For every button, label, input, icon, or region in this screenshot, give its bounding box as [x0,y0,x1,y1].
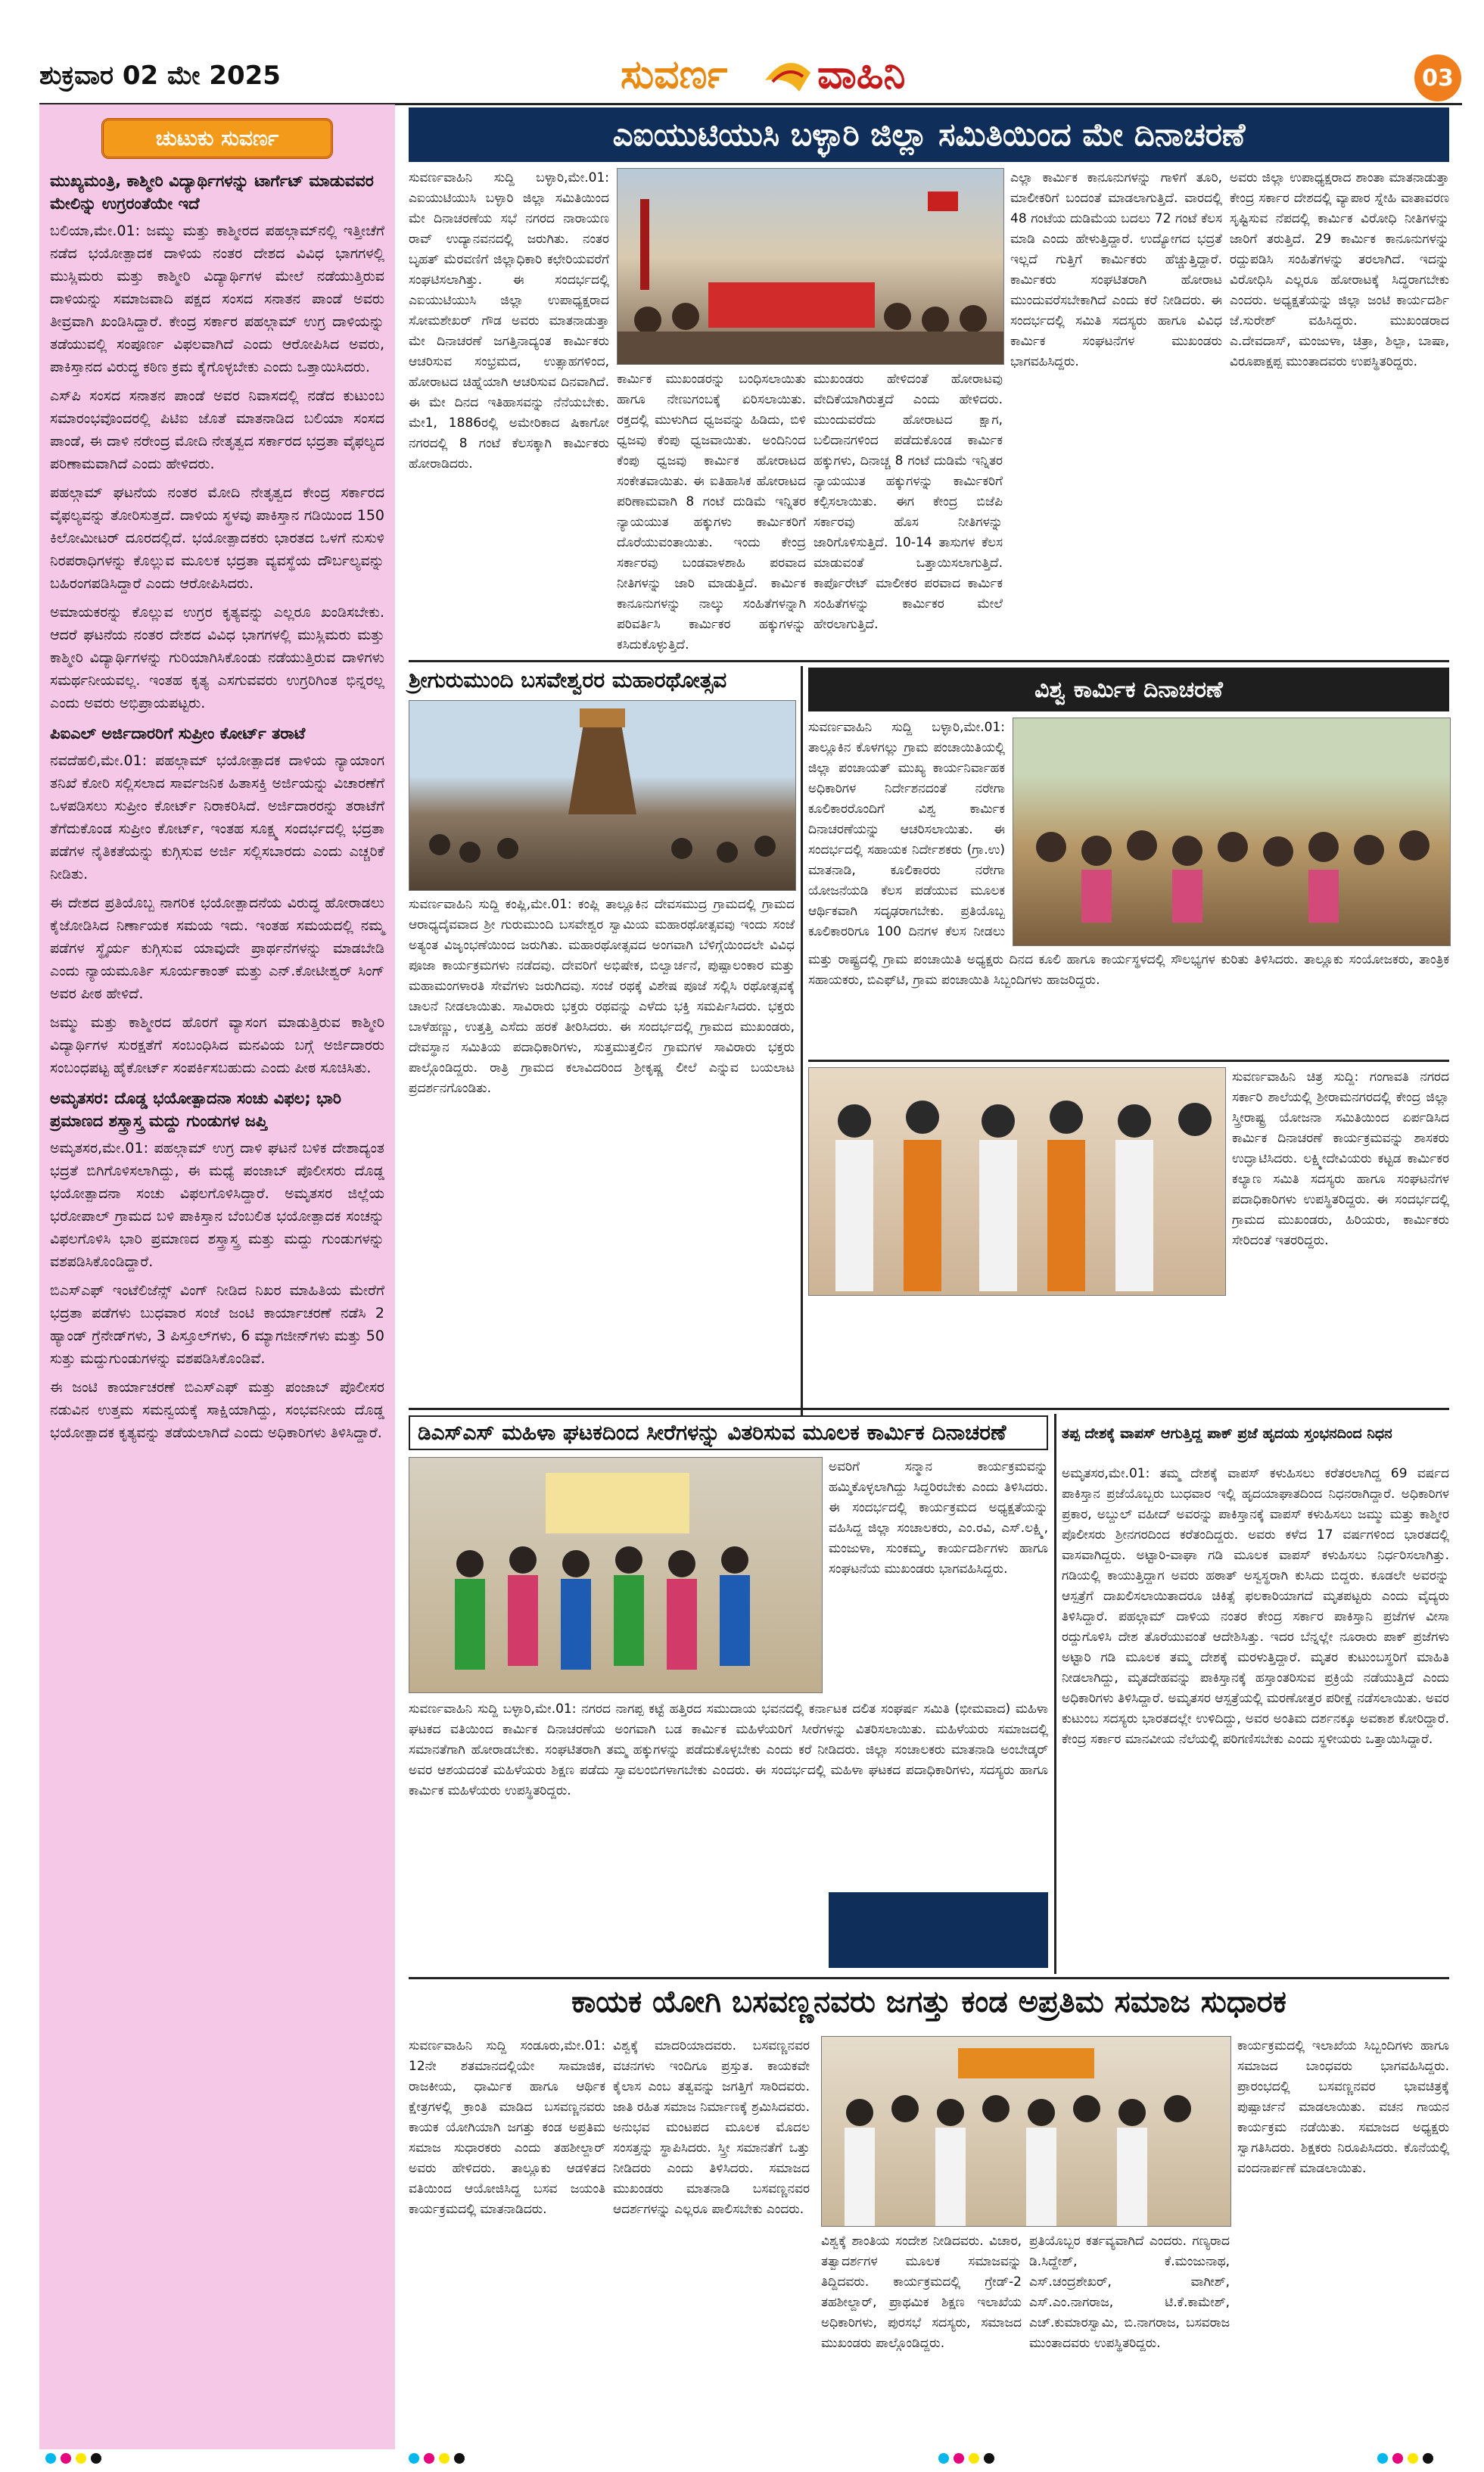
yellow-dot-icon [76,2453,86,2464]
left-news-item-3 [50,1087,384,1444]
yellow-dot-icon [969,2453,979,2464]
black-dot-icon [91,2453,101,2464]
cyan-dot-icon [45,2453,56,2464]
story4-text: ಸುವರ್ಣವಾಹಿನಿ ಚಿತ್ರ ಸುದ್ದಿ: ಗಂಗಾವತಿ ನಗರದ ಸರ್ಕಾರಿ ಶಾಲೆಯಲ್ಲಿ ಶ್ರೀರಾಮನಗರದಲ್ಲಿ ಕೇಂದ್ರ ಜಿಲ್ಲಾ ಸ್ತ್ರೀರಾಷ್ಟ್ರ ಯೋಜನಾ ಸಮಿತಿಯಿಂದ ಏರ್ಪಡಿಸಿದ ಕಾರ್ಮಿಕ ದಿನಾಚರಣೆ ಕಾರ್ಯಕ್ರಮವನ್ನು ಶಾಸಕರು ಉದ್ಘಾಟಿಸಿದರು. ಲಕ್ಷ್ಮೀದೇವಿಯರು ಕಟ್ಟಡ ಕಾರ್ಮಿಕರ ಕಲ್ಯಾಣ ಸಮಿತಿ ಸದಸ್ಯರು ಹಾಗೂ ಸಂಘಟನೆಗಳ ಪದಾಧಿಕಾರಿಗಳು ಉಪಸ್ಥಿತರಿದ್ದರು. ಈ ಸಂದರ್ಭದಲ್ಲಿ ಗ್ರಾಮದ ಮುಖಂಡರು, ಹಿರಿಯರು, ಕಾರ್ಮಿಕರು ಸೇರಿದಂತೆ ಇತರರಿದ್ದರು. [1232,1069,1449,1248]
left-item-heading: ಪಿಐಎಲ್ ಅರ್ಜಿದಾರರಿಗೆ ಸುಪ್ರೀಂ ಕೋರ್ಟ್ ತರಾಟೆ [50,724,306,743]
magenta-dot-icon [954,2453,964,2464]
story1-column-1: ಸುವರ್ಣವಾಹಿನಿ ಸುದ್ದಿ ಬಳ್ಳಾರಿ,ಮೇ.01: ಎಐಯುಟಿಯುಸಿ ಬಳ್ಳಾರಿ ಜಿಲ್ಲಾ ಸಮಿತಿಯಿಂದ ಮೇ ದಿನಾಚರಣೆಯ ಸಭೆ ನಗರದ ನಾರಾಯಣ ರಾವ್ ಉದ್ಯಾನವನದಲ್ಲಿ ಜರುಗಿತು. ನಂತರ ಬೃಹತ್ ಮೆರವಣಿಗೆ ಜಿಲ್ಲಾಧಿಕಾರಿ ಕಛೇರಿಯವರೆಗೆ ಸಂಘಟಿಸಲಾಗಿತ್ತು. ಈ ಸಂದರ್ಭದಲ್ಲಿ ಎಐಯುಟಿಯುಸಿ ಜಿಲ್ಲಾ ಉಪಾಧ್ಯಕ್ಷರಾದ ಸೋಮಶೇಖರ್ ಗೌಡ ಅವರು ಮಾತನಾಡುತ್ತಾ ಮೇ ದಿನಾಚರಣೆ ಜಗತ್ತಿನಾದ್ಯಂತ ಕಾರ್ಮಿಕರು ಆಚರಿಸುವ ಸಂಭ್ರಮದ, ಉತ್ಸಾಹಗಳಿಂದ, ಹೋರಾಟದ ಚಿಹ್ನೆಯಾಗಿ ಆಚರಿಸುವ ದಿನವಾಗಿದೆ. ಈ ಮೇ ದಿನದ ಇತಿಹಾಸವನ್ನು ನೆನೆಯಬೇಕು. ಮೇ1, 1886ರಲ್ಲಿ ಅಮೇರಿಕಾದ ಷಿಕಾಗೋ ನಗರದಲ್ಲಿ 8 ಗಂಟೆ ಕೆಲಸಕ್ಕಾಗಿ ಕಾರ್ಮಿಕರು ಹೋರಾಡಿದರು. [409,170,609,472]
registration-marks [938,2451,994,2466]
divider [808,1060,1449,1062]
story7-column-5: ಕಾರ್ಯಕ್ರಮದಲ್ಲಿ ಇಲಾಖೆಯ ಸಿಬ್ಬಂದಿಗಳು ಹಾಗೂ ಸಮಾಜದ ಬಾಂಧವರು ಭಾಗವಹಿಸಿದ್ದರು. ಪ್ರಾರಂಭದಲ್ಲಿ ಬಸವಣ್ಣನವರ ಭಾವಚಿತ್ರಕ್ಕೆ ಪುಷ್ಪಾರ್ಚನೆ ಮಾಡಲಾಯಿತು. ವಚನ ಗಾಯನ ಕಾರ್ಯಕ್ರಮ ನಡೆಯಿತು. ಸಮಾಜದ ಅಧ್ಯಕ್ಷರು ಸ್ವಾಗತಿಸಿದರು. ಶಿಕ್ಷಕರು ನಿರೂಪಿಸಿದರು. ಕೊನೆಯಲ್ಲಿ ವಂದನಾರ್ಪಣೆ ಮಾಡಲಾಯಿತು. [1237,2038,1449,2176]
story2-title: ಶ್ರೀಗುರುಮುಂದಿ ಬಸವೇಶ್ವರರ ಮಹಾರಥೋತ್ಸವ [409,668,727,693]
story1-column-4: ಎಲ್ಲಾ ಕಾರ್ಮಿಕ ಕಾನೂನುಗಳನ್ನು ಗಾಳಿಗೆ ತೂರಿ, ಮಾಲೀಕರಿಗೆ ಬಂದಂತೆ ಮಾಡಲಾಗುತ್ತಿದೆ. ವಾರದಲ್ಲಿ 48 ಗಂಟೆಯ ದುಡಿಮೆಯ ಬದಲು 72 ಗಂಟೆ ಕೆಲಸ ಮಾಡಿ ಎಂದು ಹೇಳುತ್ತಿದ್ದಾರೆ. ಉದ್ಯೋಗದ ಭದ್ರತೆ ಇಲ್ಲದೆ ಗುತ್ತಿಗೆ ಕಾರ್ಮಿಕರು ಹೆಚ್ಚುತ್ತಿದ್ದಾರೆ. ಕಾರ್ಮಿಕರು ಸಂಘಟಿತರಾಗಿ ಹೋರಾಟ ಮುಂದುವರೆಸಬೇಕಾಗಿದೆ ಎಂದು ಕರೆ ನೀಡಿದರು. ಈ ಸಂದರ್ಭದಲ್ಲಿ ಸಮಿತಿ ಸದಸ್ಯರು ಹಾಗೂ ವಿವಿಧ ಕಾರ್ಮಿಕ ಸಂಘಟನೆಗಳ ಮುಖಂಡರು ಭಾಗವಹಿಸಿದ್ದರು. [1010,170,1222,369]
left-item-heading: ಮುಖ್ಯಮಂತ್ರಿ, ಕಾಶ್ಮೀರಿ ವಿದ್ಯಾರ್ಥಿಗಳನ್ನು ಟಾರ್ಗೆಟ್ ಮಾಡುವವರ ಮೇಲಿನ್ನು ಉಗ್ರರಂತೆಯೇ ಇದೆ [50,172,374,213]
story2-text: ಸುವರ್ಣವಾಹಿನಿ ಸುದ್ದಿ ಕಂಪ್ಲಿ,ಮೇ.01: ಕಂಪ್ಲಿ ತಾಲ್ಲೂಕಿನ ದೇವಸಮುದ್ರ ಗ್ರಾಮದಲ್ಲಿ ಗ್ರಾಮದ ಆರಾಧ್ಯದೈವವಾದ ಶ್ರೀ ಗುರುಮುಂದಿ ಬಸವೇಶ್ವರ ಸ್ವಾಮಿಯ ಮಹಾರಥೋತ್ಸವವು ಇಂದು ಸಂಜೆ ಅತ್ಯಂತ ವಿಜೃಂಭಣೆಯಿಂದ ಜರುಗಿತು. ಮಹಾರಥೋತ್ಸವದ ಅಂಗವಾಗಿ ಬೆಳಿಗ್ಗೆಯಿಂದಲೇ ವಿವಿಧ ಪೂಜಾ ಕಾರ್ಯಕ್ರಮಗಳು ನಡೆದವು. ದೇವರಿಗೆ ಅಭಿಷೇಕ, ಬಿಲ್ವಾರ್ಚನೆ, ಪುಷ್ಪಾಲಂಕಾರ ಮತ್ತು ಮಹಾಮಂಗಳಾರತಿ ಸೇವೆಗಳು ಜರುಗಿದವು. ಸಂಜೆ ರಥಕ್ಕೆ ವಿಶೇಷ ಪೂಜೆ ಸಲ್ಲಿಸಿ ರಥೋತ್ಸವಕ್ಕೆ ಚಾಲನೆ ನೀಡಲಾಯಿತು. ಸಾವಿರಾರು ಭಕ್ತರು ರಥವನ್ನು ಎಳೆದು ಭಕ್ತಿ ಸಮರ್ಪಿಸಿದರು. ಭಕ್ತರು ಬಾಳೆಹಣ್ಣು, ಉತ್ತತ್ತಿ ಎಸೆದು ಹರಕೆ ತೀರಿಸಿದರು. ಈ ಸಂದರ್ಭದಲ್ಲಿ ಗ್ರಾಮದ ಮುಖಂಡರು, ದೇವಸ್ಥಾನ ಸಮಿತಿಯ ಪದಾಧಿಕಾರಿಗಳು, ಸುತ್ತಮುತ್ತಲಿನ ಗ್ರಾಮಗಳ ಸಾವಿರಾರು ಭಕ್ತರು ಪಾಲ್ಗೊಂಡಿದ್ದರು. ರಾತ್ರಿ ಗ್ರಾಮದ ಕಲಾವಿದರಿಂದ ಶ್ರೀಕೃಷ್ಣ ಲೀಲೆ ಎನ್ನುವ ಬಯಲಾಟ ಪ್ರದರ್ಶನಗೊಂಡಿತು. [409,897,795,1096]
story6-text: ಅಮೃತಸರ,ಮೇ.01: ತಮ್ಮ ದೇಶಕ್ಕೆ ವಾಪಸ್ ಕಳುಹಿಸಲು ಕರೆತರಲಾಗಿದ್ದ 69 ವರ್ಷದ ಪಾಕಿಸ್ತಾನ ಪ್ರಜೆಯೊಬ್ಬರು ಬುಧವಾರ ಇಲ್ಲಿ ಹೃದಯಾಘಾತದಿಂದ ನಿಧನರಾಗಿದ್ದಾರೆ. ಅಧಿಕಾರಿಗಳ ಪ್ರಕಾರ, ಅಬ್ದುಲ್ ವಹೀದ್ ಅವರನ್ನು ಪಾಕಿಸ್ತಾನಕ್ಕೆ ವಾಪಸ್ ಕಳುಹಿಸಲು ಜಮ್ಮು ಮತ್ತು ಕಾಶ್ಮೀರ ಪೊಲೀಸರು ಶ್ರೀನಗರದಿಂದ ಕರೆತಂದಿದ್ದರು. ಅವರು ಕಳೆದ 17 ವರ್ಷಗಳಿಂದ ಭಾರತದಲ್ಲಿ ವಾಸವಾಗಿದ್ದರು. ಅಟ್ಟಾರಿ-ವಾಘಾ ಗಡಿ ಮೂಲಕ ವಾಪಸ್ ಕಳುಹಿಸಲು ನಿರ್ಧರಿಸಲಾಗಿತ್ತು. ಗಡಿಯಲ್ಲಿ ಕಾಯುತ್ತಿದ್ದಾಗ ಅವರು ಹಠಾತ್ ಅಸ್ವಸ್ಥರಾಗಿ ಕುಸಿದು ಬಿದ್ದರು. ಕೂಡಲೇ ಅವರನ್ನು ಆಸ್ಪತ್ರೆಗೆ ದಾಖಲಿಸಲಾಯಿತಾದರೂ ಚಿಕಿತ್ಸೆ ಫಲಕಾರಿಯಾಗದೆ ಮೃತಪಟ್ಟರು ಎಂದು ವೈದ್ಯರು ತಿಳಿಸಿದ್ದಾರೆ. ಪಹಲ್ಗಾಮ್ ದಾಳಿಯ ನಂತರ ಕೇಂದ್ರ ಸರ್ಕಾರ ಪಾಕಿಸ್ತಾನಿ ಪ್ರಜೆಗಳ ವೀಸಾ ರದ್ದುಗೊಳಿಸಿ ದೇಶ ತೊರೆಯುವಂತೆ ಆದೇಶಿಸಿತ್ತು. ಇದರ ಬೆನ್ನಲ್ಲೇ ನೂರಾರು ಪಾಕ್ ಪ್ರಜೆಗಳು ಅಟ್ಟಾರಿ ಗಡಿ ಮೂಲಕ ತಮ್ಮ ದೇಶಕ್ಕೆ ಮರಳುತ್ತಿದ್ದಾರೆ. ಮೃತರ ಕುಟುಂಬಸ್ಥರಿಗೆ ಮಾಹಿತಿ ನೀಡಲಾಗಿದ್ದು, ಮೃತದೇಹವನ್ನು ಪಾಕಿಸ್ತಾನಕ್ಕೆ ಹಸ್ತಾಂತರಿಸುವ ಪ್ರಕ್ರಿಯೆ ನಡೆಯುತ್ತಿದೆ ಎಂದು ಅಧಿಕಾರಿಗಳು ತಿಳಿಸಿದ್ದಾರೆ. ಅಮೃತಸರ ಆಸ್ಪತ್ರೆಯಲ್ಲಿ ಮರಣೋತ್ತರ ಪರೀಕ್ಷೆ ನಡೆಸಲಾಯಿತು. ಅವರ ಕುಟುಂಬ ಸದಸ್ಯರು ಭಾರತದಲ್ಲೇ ಉಳಿದಿದ್ದು, ಅವರ ಅಂತಿಮ ದರ್ಶನಕ್ಕೂ ಅವಕಾಶ ಕೋರಿದ್ದಾರೆ. ಕೇಂದ್ರ ಸರ್ಕಾರ ಮಾನವೀಯ ನೆಲೆಯಲ್ಲಿ ಪರಿಗಣಿಸಬೇಕು ಎಂದು ಸ್ಥಳೀಯರು ಒತ್ತಾಯಿಸಿದ್ದಾರೆ. [1062,1466,1449,1747]
story3-text-2: ಮತ್ತು ರಾಷ್ಟ್ರದಲ್ಲಿ ಗ್ರಾಮ ಪಂಚಾಯಿತಿ ಅಧ್ಯಕ್ಷರು ದಿನದ ಕೂಲಿ ಹಾಗೂ ಕಾರ್ಯಸ್ಥಳದಲ್ಲಿ ಸೌಲಭ್ಯಗಳ ಕುರಿತು ತಿಳಿಸಿದರು. ತಾಲ್ಲೂಕು ಸಂಯೋಜಕರು, ತಾಂತ್ರಿಕ ಸಹಾಯಕರು, ಬಿಎಫ್‌ಟಿ, ಗ್ರಾಮ ಪಂಚಾಯಿತಿ ಸಿಬ್ಬಂದಿಗಳು ಹಾಜರಿದ್ದರು. [808,952,1449,988]
left-news-item-1 [50,170,384,715]
left-item-paragraph: ಬಲಿಯಾ,ಮೇ.01: ಜಮ್ಮು ಮತ್ತು ಕಾಶ್ಮೀರದ ಪಹಲ್ಗಾಮ್‌ನಲ್ಲಿ ಇತ್ತೀಚೆಗೆ ನಡೆದ ಭಯೋತ್ಪಾದಕ ದಾಳಿಯ ನಂತರ ದೇಶದ ವಿವಿಧ ಭಾಗಗಳಲ್ಲಿ ಮುಸ್ಲಿಮರು ಮತ್ತು ಕಾಶ್ಮೀರಿ ವಿದ್ಯಾರ್ಥಿಗಳ ಮೇಲೆ ನಡೆಯುತ್ತಿರುವ ದಾಳಿಯನ್ನು ಸಮಾಜವಾದಿ ಪಕ್ಷದ ಸಂಸದ ಸನಾತನ ಪಾಂಡೆ ಅವರು ತೀವ್ರವಾಗಿ ಖಂಡಿಸಿದ್ದಾರೆ. ಕೇಂದ್ರ ಸರ್ಕಾರ ಪಹಲ್ಗಾಮ್ ಉಗ್ರ ದಾಳಿಯನ್ನು ತಡೆಯುವಲ್ಲಿ ಸಂಪೂರ್ಣ ವಿಫಲವಾಗಿದೆ ಎಂದು ಆರೋಪಿಸಿದ ಅವರು, ಪಾಕಿಸ್ತಾನದ ವಿರುದ್ಧ ಕಠಿಣ ಕ್ರಮ ಕೈಗೊಳ್ಳಬೇಕು ಎಂದು ಒತ್ತಾಯಿಸಿದರು. [50,223,384,375]
left-item-paragraph: ಅಮಾಯಕರನ್ನು ಕೊಲ್ಲುವ ಉಗ್ರರ ಕೃತ್ಯವನ್ನು ಎಲ್ಲರೂ ಖಂಡಿಸಬೇಕು. ಆದರೆ ಘಟನೆಯ ನಂತರ ದೇಶದ ವಿವಿಧ ಭಾಗಗಳಲ್ಲಿ ಮುಸ್ಲಿಮರು ಮತ್ತು ಕಾಶ್ಮೀರಿ ವಿದ್ಯಾರ್ಥಿಗಳನ್ನು ಗುರಿಯಾಗಿಸಿಕೊಂಡು ನಡೆಯುತ್ತಿರುವ ದಾಳಿಗಳು ಸಮರ್ಥನೀಯವಲ್ಲ. ಇಂತಹ ಕೃತ್ಯ ಎಸಗುವವರು ಉಗ್ರರಿಗಿಂತ ಭಿನ್ನರಲ್ಲ ಎಂದು ಅವರು ಅಭಿಪ್ರಾಯಪಟ್ಟರು. [50,604,384,711]
chariot-photo-icon [409,701,795,890]
magenta-dot-icon [1392,2453,1403,2464]
story1-column-2: ಕಾರ್ಮಿಕ ಮುಖಂಡರನ್ನು ಬಂಧಿಸಲಾಯಿತು ಹಾಗೂ ನೇಣುಗಂಬಕ್ಕೆ ಏರಿಸಲಾಯಿತು. ರಕ್ತದಲ್ಲಿ ಮುಳುಗಿದ ಧ್ವಜವನ್ನು ಹಿಡಿದು, ಬಿಳಿ ಧ್ವಜವು ಕೆಂಪು ಧ್ವಜವಾಯಿತು. ಅಂದಿನಿಂದ ಕೆಂಪು ಧ್ವಜವು ಕಾರ್ಮಿಕ ಹೋರಾಟದ ಸಂಕೇತವಾಯಿತು. ಈ ಐತಿಹಾಸಿಕ ಹೋರಾಟದ ಪರಿಣಾಮವಾಗಿ 8 ಗಂಟೆ ದುಡಿಮೆ ಇನ್ನಿತರ ನ್ಯಾಯಯುತ ಹಕ್ಕುಗಳು ಕಾರ್ಮಿಕರಿಗೆ ದೊರೆಯುವಂತಾಯಿತು. ಇಂದು ಕೇಂದ್ರ ಸರ್ಕಾರವು ಬಂಡವಾಳಶಾಹಿ ಪರವಾದ ನೀತಿಗಳನ್ನು ಜಾರಿ ಮಾಡುತ್ತಿದೆ. ಕಾರ್ಮಿಕ ಕಾನೂನುಗಳನ್ನು ನಾಲ್ಕು ಸಂಹಿತೆಗಳನ್ನಾಗಿ ಪರಿವರ್ತಿಸಿ ಕಾರ್ಮಿಕರ ಹಕ್ಕುಗಳನ್ನು ಕಸಿದುಕೊಳ್ಳುತ್ತಿದೆ. [617,372,806,652]
left-item-paragraph: ಈ ದೇಶದ ಪ್ರತಿಯೊಬ್ಬ ನಾಗರಿಕ ಭಯೋತ್ಪಾದನೆಯ ವಿರುದ್ಧ ಹೋರಾಡಲು ಕೈಜೋಡಿಸಿದ ನಿರ್ಣಾಯಕ ಸಮಯ ಇದು. ಇಂತಹ ಸಮಯದಲ್ಲಿ ನಮ್ಮ ಪಡೆಗಳ ಸ್ಥೈರ್ಯ ಕುಗ್ಗಿಸುವ ಯಾವುದೇ ಪ್ರಾರ್ಥನೆಗಳನ್ನು ಮಾಡಬೇಡಿ ಎಂದು ನ್ಯಾಯಮೂರ್ತಿ ಸೂರ್ಯಕಾಂತ್ ಮತ್ತು ಎನ್.ಕೋಟೀಶ್ವರ್ ಸಿಂಗ್ ಅವರ ಪೀಠ ಹೇಳಿದೆ. [50,895,384,1002]
magenta-dot-icon [424,2453,434,2464]
issue-date: ಶುಕ್ರವಾರ 02 ಮೇ 2025 [39,61,281,91]
left-item-paragraph: ನವದೆಹಲಿ,ಮೇ.01: ಪಹಲ್ಗಾಮ್ ಭಯೋತ್ಪಾದಕ ದಾಳಿಯ ನ್ಯಾಯಾಂಗ ತನಿಖೆ ಕೋರಿ ಸಲ್ಲಿಸಲಾದ ಸಾರ್ವಜನಿಕ ಹಿತಾಸಕ್ತಿ ಅರ್ಜಿಯನ್ನು ವಿಚಾರಣೆಗೆ ಒಳಪಡಿಸಲು ಸುಪ್ರೀಂ ಕೋರ್ಟ್ ನಿರಾಕರಿಸಿದೆ. ಅರ್ಜಿದಾರರನ್ನು ತರಾಟೆಗೆ ತೆಗೆದುಕೊಂಡ ಸುಪ್ರೀಂ ಕೋರ್ಟ್, ಇಂತಹ ಸೂಕ್ಷ್ಮ ಸಂದರ್ಭದಲ್ಲಿ ಭದ್ರತಾ ಪಡೆಗಳ ನೈತಿಕತೆಯನ್ನು ಕುಗ್ಗಿಸುವ ಅರ್ಜಿ ಸಲ್ಲಿಸಬಾರದು ಎಂದು ಎಚ್ಚರಿಕೆ ನೀಡಿತು. [50,752,384,883]
workers-photo-icon [1013,718,1450,945]
story7-column-1: ಸುವರ್ಣವಾಹಿನಿ ಸುದ್ದಿ ಸಂಡೂರು,ಮೇ.01: 12ನೇ ಶತಮಾನದಲ್ಲಿಯೇ ಸಾಮಾಜಿಕ, ರಾಜಕೀಯ, ಧಾರ್ಮಿಕ ಹಾಗೂ ಆರ್ಥಿಕ ಕ್ಷೇತ್ರಗಳಲ್ಲಿ ಕ್ರಾಂತಿ ಮಾಡಿದ ಬಸವಣ್ಣನವರು ಕಾಯಕ ಯೋಗಿಯಾಗಿ ಜಗತ್ತು ಕಂಡ ಅಪ್ರತಿಮ ಸಮಾಜ ಸುಧಾರಕರು ಎಂದು ತಹಶೀಲ್ದಾರ್ ಅವರು ಹೇಳಿದರು. ತಾಲ್ಲೂಕು ಆಡಳಿತದ ವತಿಯಿಂದ ಆಯೋಜಿಸಿದ್ದ ಬಸವ ಜಯಂತಿ ಕಾರ್ಯಕ್ರಮದಲ್ಲಿ ಮಾತನಾಡಿದರು. [409,2038,605,2217]
story1-headline: ಎಐಯುಟಿಯುಸಿ ಬಳ್ಳಾರಿ ಜಿಲ್ಲಾ ಸಮಿತಿಯಿಂದ ಮೇ ದಿನಾಚರಣೆ [409,107,1449,162]
ad-block [829,1892,1048,1968]
story7-column-2: ವಿಶ್ವಕ್ಕೆ ಮಾದರಿಯಾದವರು. ಬಸವಣ್ಣನವರ ವಚನಗಳು ಇಂದಿಗೂ ಪ್ರಸ್ತುತ. ಕಾಯಕವೇ ಕೈಲಾಸ ಎಂಬ ತತ್ವವನ್ನು ಜಗತ್ತಿಗೆ ಸಾರಿದವರು. ಜಾತಿ ರಹಿತ ಸಮಾಜ ನಿರ್ಮಾಣಕ್ಕೆ ಶ್ರಮಿಸಿದವರು. ಅನುಭವ ಮಂಟಪದ ಮೂಲಕ ಮೊದಲ ಸಂಸತ್ತನ್ನು ಸ್ಥಾಪಿಸಿದರು. ಸ್ತ್ರೀ ಸಮಾನತೆಗೆ ಒತ್ತು ನೀಡಿದರು ಎಂದು ತಿಳಿಸಿದರು. ಸಮಾಜದ ಮುಖಂಡರು ಮಾತನಾಡಿ ಬಸವಣ್ಣನವರ ಆದರ್ಶಗಳನ್ನು ಎಲ್ಲರೂ ಪಾಲಿಸಬೇಕು ಎಂದರು. [613,2038,810,2217]
black-dot-icon [984,2453,994,2464]
story7-column-3: ವಿಶ್ವಕ್ಕೆ ಶಾಂತಿಯ ಸಂದೇಶ ನೀಡಿದವರು. ವಿಚಾರ, ತತ್ವಾದರ್ಶಗಳ ಮೂಲಕ ಸಮಾಜವನ್ನು ತಿದ್ದಿದವರು. ಕಾರ್ಯಕ್ರಮದಲ್ಲಿ ಗ್ರೇಡ್-2 ತಹಶೀಲ್ದಾರ್, ಪ್ರಾಥಮಿಕ ಶಿಕ್ಷಣ ಇಲಾಖೆಯ ಅಧಿಕಾರಿಗಳು, ಪುರಸಭೆ ಸದಸ್ಯರು, ಸಮಾಜದ ಮುಖಂಡರು ಪಾಲ್ಗೊಂಡಿದ್ದರು. [821,2234,1022,2351]
left-item-paragraph: ಪಹಲ್ಗಾಮ್ ಘಟನೆಯ ನಂತರ ಮೋದಿ ನೇತೃತ್ವದ ಕೇಂದ್ರ ಸರ್ಕಾರದ ವೈಫಲ್ಯವನ್ನು ತೋರಿಸುತ್ತದೆ. ದಾಳಿಯ ಸ್ಥಳವು ಪಾಕಿಸ್ತಾನ ಗಡಿಯಿಂದ 150 ಕಿಲೋಮೀಟರ್ ದೂರದಲ್ಲಿದೆ. ಭಯೋತ್ಪಾದಕರು ಭಾರತದ ಒಳಗೆ ನುಸುಳಿ ನಿರಪರಾಧಿಗಳನ್ನು ಕೊಲ್ಲುವ ಮೂಲಕ ಭದ್ರತಾ ವ್ಯವಸ್ಥೆಯ ದೌರ್ಬಲ್ಯವನ್ನು ಬಹಿರಂಗಪಡಿಸಿದ್ದಾರೆ ಎಂದು ಆರೋಪಿಸಿದರು. [50,484,384,592]
ceremony-photo-icon [809,1068,1225,1295]
column-divider [801,666,803,1423]
masthead-right: ವಾಹಿನಿ [817,51,906,98]
column-divider [1054,1414,1056,1974]
masthead [590,47,1014,101]
story2-photo-chariot [409,700,796,891]
masthead-left: ಸುವರ್ಣ [621,51,728,98]
cyan-dot-icon [938,2453,949,2464]
left-item-paragraph: ಎಸ್‌ಪಿ ಸಂಸದ ಸನಾತನ ಪಾಂಡೆ ಅವರ ನಿವಾಸದಲ್ಲಿ ನಡೆದ ಕುಟುಂಬ ಸಮಾರಂಭವೊಂದರಲ್ಲಿ ಪಿಟಿಐ ಜೊತೆ ಮಾತನಾಡಿದ ಬಲಿಯಾ ಸಂಸದ ಪಾಂಡೆ, ಈ ದಾಳಿ ನರೇಂದ್ರ ಮೋದಿ ನೇತೃತ್ವದ ಸರ್ಕಾರದ ಭದ್ರತಾ ವೈಫಲ್ಯದ ಪರಿಣಾಮವಾಗಿದೆ ಎಂದು ಹೇಳಿದರು. [50,388,384,472]
divider [409,1408,1449,1410]
story3-text: ಸುವರ್ಣವಾಹಿನಿ ಸುದ್ದಿ ಬಳ್ಳಾರಿ,ಮೇ.01: ತಾಲ್ಲೂಕಿನ ಕೊಳಗಲ್ಲು ಗ್ರಾಮ ಪಂಚಾಯಿತಿಯಲ್ಲಿ ಜಿಲ್ಲಾ ಪಂಚಾಯತ್ ಮುಖ್ಯ ಕಾರ್ಯನಿರ್ವಾಹಕ ಅಧಿಕಾರಿಗಳ ನಿರ್ದೇಶನದಂತೆ ನರೇಗಾ ಕೂಲಿಕಾರರೊಂದಿಗೆ ವಿಶ್ವ ಕಾರ್ಮಿಕ ದಿನಾಚರಣೆಯನ್ನು ಆಚರಿಸಲಾಯಿತು. ಈ ಸಂದರ್ಭದಲ್ಲಿ ಸಹಾಯಕ ನಿರ್ದೇಶಕರು (ಗ್ರಾ.ಉ) ಮಾತನಾಡಿ, ಕೂಲಿಕಾರರು ನರೇಗಾ ಯೋಜನೆಯಡಿ ಕೆಲಸ ಪಡೆಯುವ ಮೂಲಕ ಆರ್ಥಿಕವಾಗಿ ಸದೃಢರಾಗಬೇಕು. ಪ್ರತಿಯೊಬ್ಬ ಕೂಲಿಕಾರರಿಗೂ 100 ದಿನಗಳ ಕೆಲಸ ನೀಡಲು [808,720,1005,939]
story5-text-2: ಅವರಿಗೆ ಸನ್ಮಾನ ಕಾರ್ಯಕ್ರಮವನ್ನು ಹಮ್ಮಿಕೊಳ್ಳಲಾಗಿದ್ದು ಸಿದ್ಧರಿರಬೇಕು ಎಂದು ತಿಳಿಸಿದರು. ಈ ಸಂದರ್ಭದಲ್ಲಿ ಕಾರ್ಯಕ್ರಮದ ಅಧ್ಯಕ್ಷತೆಯನ್ನು ವಹಿಸಿದ್ದ ಜಿಲ್ಲಾ ಸಂಚಾಲಕರು, ಎಂ.ರವಿ, ಎಸ್.ಲಕ್ಷ್ಮಿ, ಮಂಜುಳಾ, ಸುಂಕಮ್ಮ, ಕಾರ್ಯದರ್ಶಿಗಳು ಹಾಗೂ ಸಂಘಟನೆಯ ಮುಖಂಡರು ಭಾಗವಹಿಸಿದ್ದರು. [829,1459,1048,1577]
black-dot-icon [1423,2453,1433,2464]
black-dot-icon [454,2453,465,2464]
story5-text: ಸುವರ್ಣವಾಹಿನಿ ಸುದ್ದಿ ಬಳ್ಳಾರಿ,ಮೇ.01: ನಗರದ ನಾಗಪ್ಪ ಕಟ್ಟೆ ಹತ್ತಿರದ ಸಮುದಾಯ ಭವನದಲ್ಲಿ ಕರ್ನಾಟಕ ದಲಿತ ಸಂಘರ್ಷ ಸಮಿತಿ (ಭೀಮವಾದ) ಮಹಿಳಾ ಘಟಕದ ವತಿಯಿಂದ ಕಾರ್ಮಿಕ ದಿನಾಚರಣೆಯ ಅಂಗವಾಗಿ ಬಡ ಕಾರ್ಮಿಕ ಮಹಿಳೆಯರಿಗೆ ಸೀರೆಗಳನ್ನು ವಿತರಿಸಲಾಯಿತು. ಮಹಿಳೆಯರು ಸಮಾಜದಲ್ಲಿ ಸಮಾನತೆಗಾಗಿ ಹೋರಾಡಬೇಕು. ಸಂಘಟಿತರಾಗಿ ತಮ್ಮ ಹಕ್ಕುಗಳನ್ನು ಪಡೆದುಕೊಳ್ಳಬೇಕು ಎಂದು ಕರೆ ನೀಡಿದರು. ಜಿಲ್ಲಾ ಸಂಚಾಲಕರು ಮಾತನಾಡಿ ಅಂಬೇಡ್ಕರ್ ಅವರ ಆಶಯದಂತೆ ಮಹಿಳೆಯರು ಶಿಕ್ಷಣ ಪಡೆದು ಸ್ವಾವಲಂಬಿಗಳಾಗಬೇಕು ಎಂದರು. ಈ ಸಂದರ್ಭದಲ್ಲಿ ಮಹಿಳಾ ಘಟಕದ ಪದಾಧಿಕಾರಿಗಳು, ಸದಸ್ಯರು ಹಾಗೂ ಕಾರ್ಮಿಕ ಮಹಿಳೆಯರು ಉಪಸ್ಥಿತರಿದ್ದರು. [409,1701,1048,1798]
story4-photo-ceremony [808,1067,1226,1296]
masthead-logo-icon [761,50,814,95]
left-item-paragraph: ಜಮ್ಮು ಮತ್ತು ಕಾಶ್ಮೀರದ ಹೊರಗೆ ವ್ಯಾಸಂಗ ಮಾಡುತ್ತಿರುವ ಕಾಶ್ಮೀರಿ ವಿದ್ಯಾರ್ಥಿಗಳ ಸುರಕ್ಷತೆಗೆ ಸಂಬಂಧಿಸಿದ ಮನವಿಯ ಬಗ್ಗೆ ಅರ್ಜಿದಾರರು ಸಂಬಂಧಪಟ್ಟ ಹೈಕೋರ್ಟ್ ಸಂಪರ್ಕಿಸಬಹುದು ಎಂದು ಪೀಠ ಸೂಚಿಸಿತು. [50,1014,384,1076]
cyan-dot-icon [1377,2453,1388,2464]
story5-title: ಡಿಎಸ್‌ಎಸ್ ಮಹಿಳಾ ಘಟಕದಿಂದ ಸೀರೆಗಳನ್ನು ವಿತರಿಸುವ ಮೂಲಕ ಕಾರ್ಮಿಕ ದಿನಾಚರಣೆ [409,1415,1048,1450]
divider [409,1977,1449,1979]
yellow-dot-icon [439,2453,450,2464]
story1-photo-rally [617,168,1004,365]
registration-marks [45,2451,101,2466]
story7-title: ಕಾಯಕ ಯೋಗಿ ಬಸವಣ್ಣನವರು ಜಗತ್ತು ಕಂಡ ಅಪ್ರತಿಮ ಸಮಾಜ ಸುಧಾರಕ [571,1985,1286,2019]
story7-column-4: ಪ್ರತಿಯೊಬ್ಬರ ಕರ್ತವ್ಯವಾಗಿದೆ ಎಂದರು. ಗಣ್ಯರಾದ ಡಿ.ಸಿದ್ದೇಶ್, ಕೆ.ಮಂಜುನಾಥ, ಎಸ್.ಚಂದ್ರಶೇಖರ್, ವಾಗೀಶ್, ಎಸ್.ಎಂ.ನಾಗರಾಜ, ಟಿ.ಕೆ.ಕಾಮೇಶ್, ಎಚ್.ಕುಮಾರಸ್ವಾಮಿ, ಬಿ.ನಾಗರಾಜ, ಬಸವರಾಜ ಮುಂತಾದವರು ಉಪಸ್ಥಿತರಿದ್ದರು. [1029,2234,1230,2351]
page-number: 03 [1414,54,1461,101]
story3-photo-workers [1013,718,1451,946]
story7-photo-event [821,2036,1231,2227]
story5-photo-women [409,1457,823,1693]
story1-column-3: ಮುಖಂಡರು ಹೇಳಿದಂತೆ ಹೋರಾಟವು ವೇದಿಕೆಯಾಗಿರುತ್ತದೆ ಎಂದು ಹೇಳಿದರು. ಮುಂದುವರೆದು ಹೋರಾಟದ ಕ್ಷಾಗ, ಬಲಿದಾನಗಳಿಂದ ಪಡೆದುಕೊಂಡ ಕಾರ್ಮಿಕ ಹಕ್ಕುಗಳು, ದಿನಾಚ್ಚ 8 ಗಂಟೆ ದುಡಿಮೆ ಇನ್ನಿತರ ನ್ಯಾಯಯುತ ಹಕ್ಕುಗಳನ್ನು ಕಾರ್ಮಿಕರಿಗೆ ಕಲ್ಪಿಸಲಾಯಿತು. ಈಗ ಕೇಂದ್ರ ಬಿಜೆಪಿ ಸರ್ಕಾರವು ಹೊಸ ನೀತಿಗಳನ್ನು ಜಾರಿಗೊಳಿಸುತ್ತಿದೆ. 10-14 ತಾಸುಗಳ ಕೆಲಸ ಮಾಡುವಂತೆ ಒತ್ತಾಯಿಸಲಾಗುತ್ತಿದೆ. ಕಾರ್ಪೊರೇಟ್ ಮಾಲೀಕರ ಪರವಾದ ಕಾರ್ಮಿಕ ಸಂಹಿತೆಗಳನ್ನು ಕಾರ್ಮಿಕರ ಮೇಲೆ ಹೇರಲಾಗುತ್ತಿದೆ. [814,372,1003,632]
registration-marks [409,2451,465,2466]
left-item-paragraph: ಬಿಎಸ್‌ಎಫ್ ಇಂಟೆಲಿಜೆನ್ಸ್ ವಿಂಗ್ ನೀಡಿದ ನಿಖರ ಮಾಹಿತಿಯ ಮೇರೆಗೆ ಭದ್ರತಾ ಪಡೆಗಳು ಬುಧವಾರ ಸಂಜೆ ಜಂಟಿ ಕಾರ್ಯಾಚರಣೆ ನಡೆಸಿ 2 ಹ್ಯಾಂಡ್ ಗ್ರೆನೇಡ್‌ಗಳು, 3 ಪಿಸ್ತೂಲ್‌ಗಳು, 6 ಮ್ಯಾಗಜೀನ್‌ಗಳು ಮತ್ತು 50 ಸುತ್ತು ಮದ್ದುಗುಂಡುಗಳನ್ನು ವಶಪಡಿಸಿಕೊಂಡಿವೆ. [50,1282,384,1367]
magenta-dot-icon [61,2453,71,2464]
rally-photo-icon [618,169,1003,364]
left-item-paragraph: ಈ ಜಂಟಿ ಕಾರ್ಯಾಚರಣೆ ಬಿಎಸ್‌ಎಫ್ ಮತ್ತು ಪಂಜಾಬ್ ಪೊಲೀಸರ ನಡುವಿನ ಉತ್ತಮ ಸಮನ್ವಯಕ್ಕೆ ಸಾಕ್ಷಿಯಾಗಿದ್ದು, ಸಂಭವನೀಯ ದೊಡ್ಡ ಭಯೋತ್ಪಾದಕ ಕೃತ್ಯವನ್ನು ತಡೆಯಲಾಗಿದೆ ಎಂದು ಅಧಿಕಾರಿಗಳು ತಿಳಿಸಿದ್ದಾರೆ. [50,1379,384,1441]
left-item-paragraph: ಅಮೃತಸರ,ಮೇ.01: ಪಹಲ್ಗಾಮ್ ಉಗ್ರ ದಾಳಿ ಘಟನೆ ಬಳಿಕ ದೇಶಾದ್ಯಂತ ಭದ್ರತೆ ಬಿಗಿಗೊಳಿಸಲಾಗಿದ್ದು, ಈ ಮಧ್ಯೆ ಪಂಜಾಬ್ ಪೊಲೀಸರು ದೊಡ್ಡ ಭಯೋತ್ಪಾದನಾ ಸಂಚು ವಿಫಲಗೊಳಿಸಿದ್ದಾರೆ. ಅಮೃತಸರ ಜಿಲ್ಲೆಯ ಭರೋಪಾಲ್ ಗ್ರಾಮದ ಬಳಿ ಪಾಕಿಸ್ತಾನ ಬೆಂಬಲಿತ ಭಯೋತ್ಪಾದಕ ಸಂಚನ್ನು ವಿಫಲಗೊಳಿಸಿ ಭಾರಿ ಪ್ರಮಾಣದ ಶಸ್ತ್ರಾಸ್ತ್ರ ಮತ್ತು ಮದ್ದು ಗುಂಡುಗಳನ್ನು ವಶಪಡಿಸಿಕೊಂಡಿದ್ದಾರೆ. [50,1140,384,1270]
story6-title: ತಪ್ಪ ದೇಶಕ್ಕೆ ವಾಪಸ್ ಆಗುತ್ತಿದ್ದ ಪಾಕ್ ಪ್ರಜೆ ಹೃದಯ ಸ್ತಂಭನದಿಂದ ನಿಧನ [1062,1425,1392,1442]
left-news-column [39,104,395,2449]
women-photo-icon [409,1458,822,1692]
story1-column-5: ಅವರು ಜಿಲ್ಲಾ ಉಪಾಧ್ಯಕ್ಷರಾದ ಶಾಂತಾ ಮಾತನಾಡುತ್ತಾ ಕೇಂದ್ರ ಸರ್ಕಾರ ದೇಶದಲ್ಲಿ ವ್ಯಾಪಾರ ಸ್ನೇಹಿ ವಾತಾವರಣ ಸೃಷ್ಟಿಸುವ ನೆಪದಲ್ಲಿ ಕಾರ್ಮಿಕ ವಿರೋಧಿ ನೀತಿಗಳನ್ನು ಜಾರಿಗೆ ತರುತ್ತಿದೆ. 29 ಕಾರ್ಮಿಕ ಕಾನೂನುಗಳನ್ನು ರದ್ದುಪಡಿಸಿ ಸಂಹಿತೆಗಳನ್ನು ತರಲಾಗಿದೆ. ಇದನ್ನು ವಿರೋಧಿಸಿ ಎಲ್ಲರೂ ಹೋರಾಟಕ್ಕೆ ಸಿದ್ಧರಾಗಬೇಕು ಎಂದರು. ಅಧ್ಯಕ್ಷತೆಯನ್ನು ಜಿಲ್ಲಾ ಜಂಟಿ ಕಾರ್ಯದರ್ಶಿ ಜೆ.ಸುರೇಶ್ ವಹಿಸಿದ್ದರು. ಮುಖಂಡರಾದ ಎ.ದೇವದಾಸ್, ಮಂಜುಳಾ, ಚಿತ್ರಾ, ಶಿಲ್ಪಾ, ಬಾಷಾ, ವಿರೂಪಾಕ್ಷಪ್ಪ ಮುಂತಾದವರು ಉಪಸ್ಥಿತರಿದ್ದರು. [1230,170,1449,369]
story3-title: ವಿಶ್ವ ಕಾರ್ಮಿಕ ದಿನಾಚರಣೆ [808,668,1449,711]
left-column-title: ಚುಟುಕು ಸುವರ್ಣ [101,118,333,159]
yellow-dot-icon [1408,2453,1418,2464]
registration-marks [1377,2451,1433,2466]
divider [409,660,1449,662]
left-news-item-2 [50,722,384,1079]
left-item-heading: ಅಮೃತಸರ: ದೊಡ್ಡ ಭಯೋತ್ಪಾದನಾ ಸಂಚು ವಿಫಲ; ಭಾರಿ ಪ್ರಮಾಣದ ಶಸ್ತ್ರಾಸ್ತ್ರ ಮದ್ದು ಗುಂಡುಗಳ ಜಪ್ತಿ [50,1089,341,1130]
event-photo-icon [822,2037,1230,2226]
cyan-dot-icon [409,2453,419,2464]
